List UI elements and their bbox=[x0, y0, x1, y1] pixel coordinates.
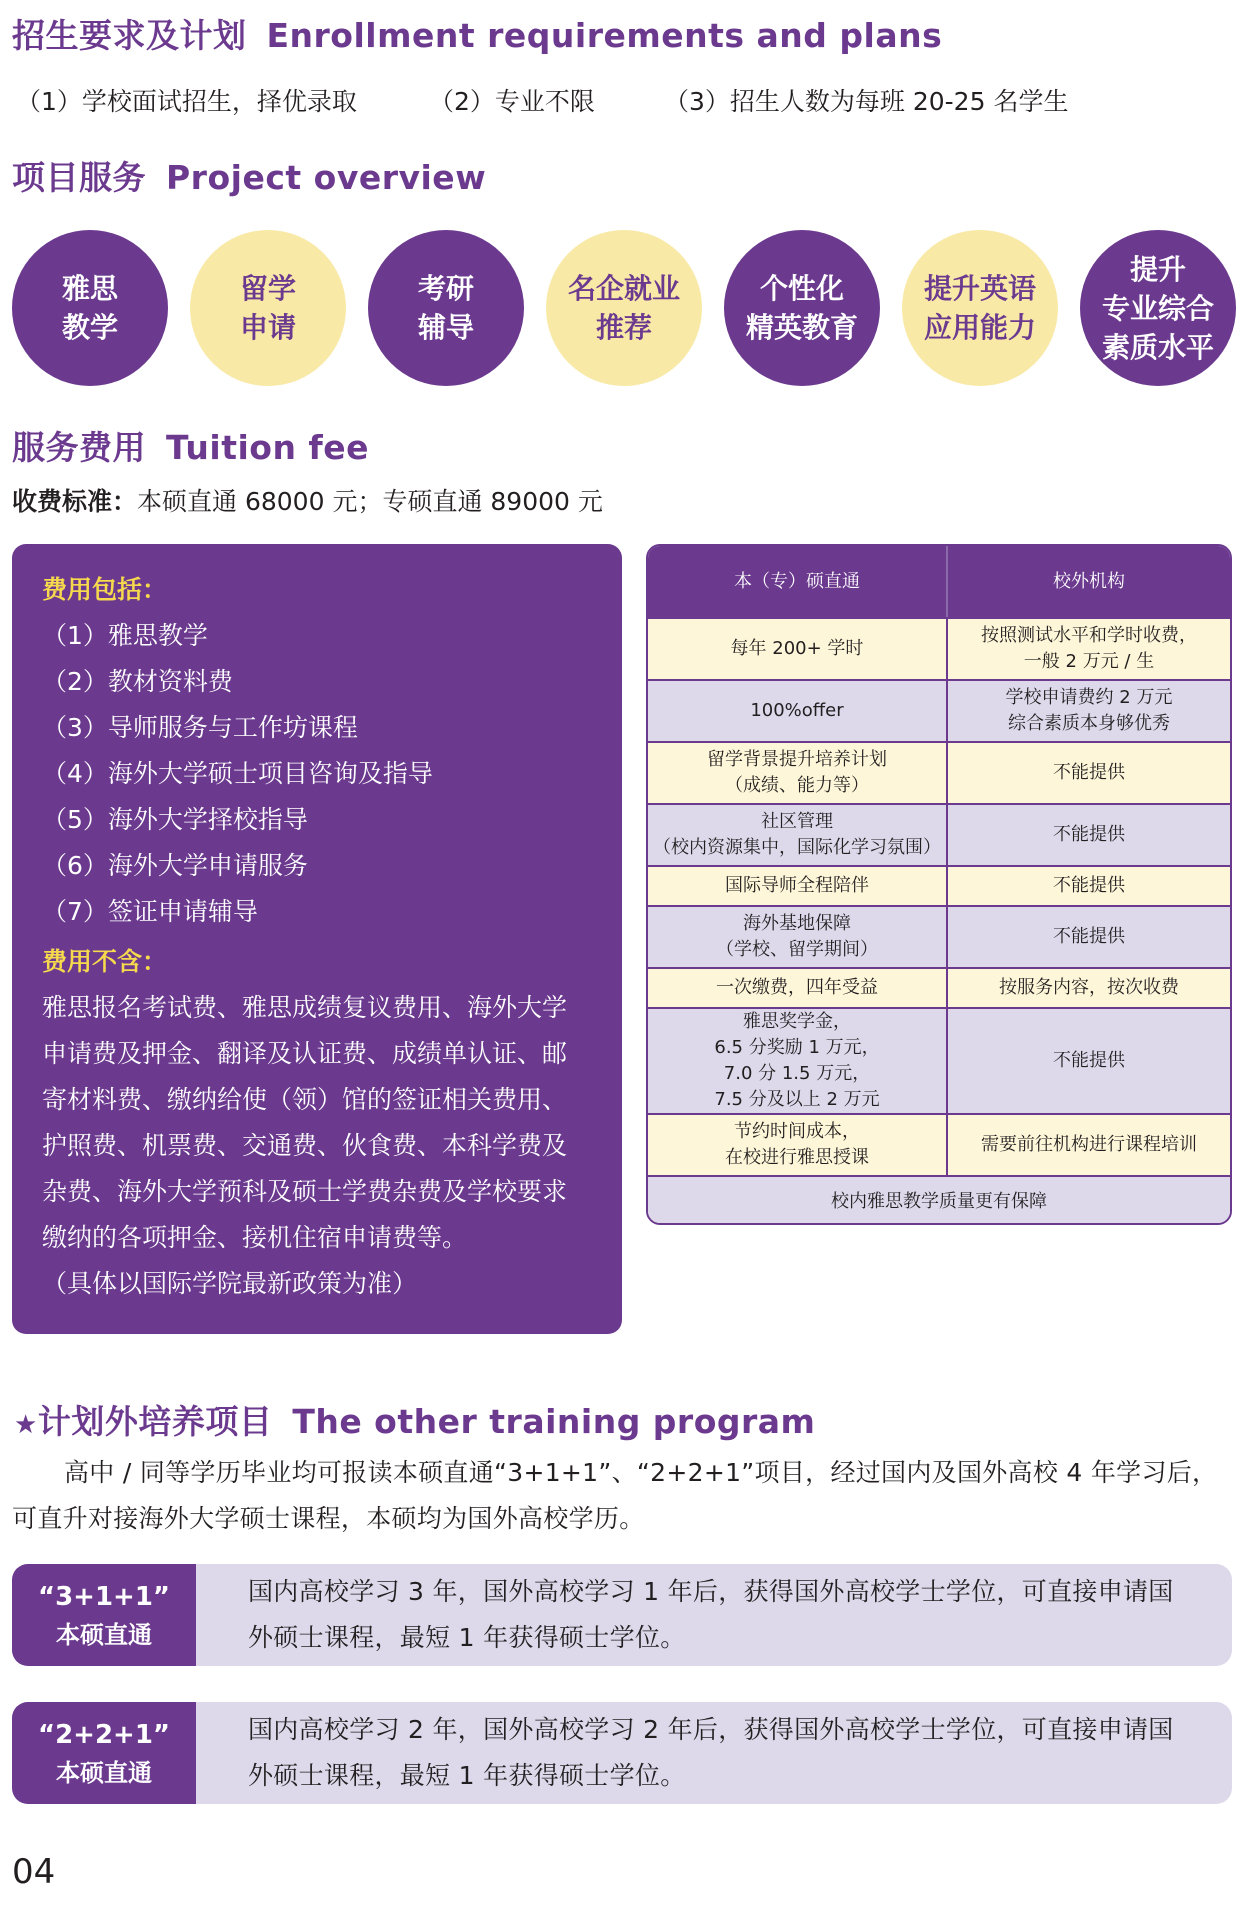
table-cell-text bbox=[716, 975, 878, 1001]
table-cell-line: 一般 2 万元 / 生 bbox=[1023, 651, 1155, 672]
included-item: （4）海外大学硕士项目咨询及指导 bbox=[42, 759, 433, 788]
excluded-line: 护照费、机票费、交通费、伙食费、本科学费及 bbox=[42, 1131, 568, 1160]
table-cell-line: 100%offer bbox=[750, 700, 844, 721]
table-cell-text bbox=[750, 698, 843, 724]
table-cell-line: 雅思奖学金， bbox=[743, 1011, 851, 1032]
other-heading bbox=[14, 1396, 815, 1443]
table-cell-text bbox=[999, 975, 1179, 1001]
program-tag-subtitle: 本硕直通 bbox=[56, 1759, 152, 1787]
included-item: （6）海外大学申请服务 bbox=[42, 851, 308, 880]
program-tag bbox=[12, 1564, 196, 1666]
service-circle bbox=[1080, 230, 1236, 386]
table-row bbox=[648, 743, 1230, 805]
table-row bbox=[648, 619, 1230, 681]
table-cell-text bbox=[707, 747, 887, 799]
tuition-heading bbox=[12, 422, 369, 469]
service-circle-line: 提升 bbox=[1129, 252, 1186, 286]
program-description-line: 外硕士课程，最短 1 年获得硕士学位。 bbox=[248, 1623, 686, 1652]
program-card bbox=[12, 1702, 1232, 1804]
requirement-item: （2）专业不限 bbox=[429, 87, 595, 116]
service-circle bbox=[368, 230, 524, 386]
table-cell-text bbox=[725, 1119, 869, 1171]
project-title-cn: 项目服务 bbox=[12, 158, 146, 197]
service-circle-line: 专业综合 bbox=[1101, 291, 1214, 325]
table-cell-text bbox=[1053, 822, 1125, 848]
table-row bbox=[648, 681, 1230, 743]
table-cell-agency bbox=[948, 681, 1230, 741]
service-circle bbox=[190, 230, 346, 386]
table-cell-text bbox=[981, 1132, 1197, 1158]
table-cell-line: 节约时间成本， bbox=[734, 1121, 860, 1142]
enrollment-title-en: Enrollment requirements and plans bbox=[266, 16, 943, 55]
table-row bbox=[648, 805, 1230, 867]
table-cell-agency bbox=[948, 805, 1230, 865]
requirement-item: （1）学校面试招生，择优录取 bbox=[16, 87, 357, 116]
table-cell-line: 不能提供 bbox=[1053, 1050, 1125, 1071]
table-cell-program bbox=[648, 619, 948, 679]
table-cell-agency bbox=[948, 907, 1230, 967]
enrollment-title-cn: 招生要求及计划 bbox=[12, 16, 247, 55]
table-cell-program bbox=[648, 805, 948, 865]
table-cell-program bbox=[648, 681, 948, 741]
excluded-line: 雅思报名考试费、雅思成绩复议费用、海外大学 bbox=[42, 993, 568, 1022]
table-cell-line: 7.5 分及以上 2 万元 bbox=[714, 1089, 880, 1110]
table-cell-line: 学校申请费约 2 万元 bbox=[1005, 687, 1173, 708]
table-cell-line: （学校、留学期间） bbox=[716, 939, 878, 960]
table-cell-line: 不能提供 bbox=[1053, 762, 1125, 783]
table-cell-agency bbox=[948, 1009, 1230, 1113]
table-cell-line: 6.5 分奖励 1 万元， bbox=[714, 1037, 880, 1058]
fee-details-box bbox=[12, 544, 622, 1334]
table-cell-text bbox=[731, 636, 864, 662]
table-cell-text bbox=[1053, 924, 1125, 950]
table-cell-agency bbox=[948, 867, 1230, 905]
table-cell-line: 7.0 分 1.5 万元， bbox=[723, 1063, 871, 1084]
program-card bbox=[12, 1564, 1232, 1666]
star-icon: ★ bbox=[14, 1410, 38, 1440]
program-description-line: 国内高校学习 3 年，国外高校学习 1 年后，获得国外高校学士学位，可直接申请国 bbox=[248, 1577, 1174, 1606]
comparison-table bbox=[646, 544, 1232, 1225]
table-header-cell: 本（专）硕直通 bbox=[648, 546, 948, 617]
service-circle-line: 提升英语 bbox=[923, 272, 1036, 305]
requirement-item: （3）招生人数为每班 20-25 名学生 bbox=[664, 87, 1069, 116]
excluded-line: 申请费及押金、翻译及认证费、成绩单认证、邮 bbox=[42, 1039, 568, 1068]
table-cell-text bbox=[716, 911, 878, 963]
table-cell-line: 需要前往机构进行课程培训 bbox=[981, 1134, 1197, 1155]
excluded-line: 寄材料费、缴纳给使（领）馆的签证相关费用、 bbox=[42, 1085, 568, 1114]
service-circle-line: 名企就业 bbox=[567, 272, 680, 305]
table-cell-line: 按服务内容，按次收费 bbox=[999, 977, 1179, 998]
table-cell-line: 按照测试水平和学时收费， bbox=[981, 625, 1197, 646]
program-description bbox=[248, 1707, 1208, 1799]
table-cell-program bbox=[648, 1009, 948, 1113]
service-circle-line: 精英教育 bbox=[745, 311, 858, 344]
excluded-list bbox=[42, 985, 622, 1307]
service-circle bbox=[724, 230, 880, 386]
included-item: （5）海外大学择校指导 bbox=[42, 805, 308, 834]
service-circle-line: 个性化 bbox=[759, 272, 844, 305]
table-cell-program bbox=[648, 1115, 948, 1175]
service-circle-text bbox=[924, 269, 1036, 347]
table-cell-line: 综合素质本身够优秀 bbox=[1008, 713, 1170, 734]
service-circle-line: 考研 bbox=[417, 272, 474, 305]
table-cell-program bbox=[648, 969, 948, 1007]
table-header-cell: 校外机构 bbox=[1053, 570, 1125, 592]
table-header-row bbox=[648, 546, 1230, 619]
table-cell-text bbox=[981, 623, 1197, 675]
service-circle-line: 素质水平 bbox=[1101, 330, 1214, 364]
service-circle bbox=[546, 230, 702, 386]
table-cell-line: 国际导师全程陪伴 bbox=[725, 875, 869, 896]
table-row bbox=[648, 1009, 1230, 1115]
service-circle-line: 申请 bbox=[239, 311, 296, 344]
program-tag bbox=[12, 1702, 196, 1804]
table-cell-line: 一次缴费，四年受益 bbox=[716, 977, 878, 998]
service-circle-line: 应用能力 bbox=[923, 311, 1036, 344]
table-cell-line: （成绩、能力等） bbox=[725, 775, 869, 796]
program-description-line: 外硕士课程，最短 1 年获得硕士学位。 bbox=[248, 1761, 686, 1790]
program-description bbox=[248, 1569, 1208, 1661]
table-cell-program bbox=[648, 867, 948, 905]
table-cell-line: 不能提供 bbox=[1053, 875, 1125, 896]
table-cell-line: 每年 200+ 学时 bbox=[730, 638, 864, 659]
table-row bbox=[648, 1115, 1230, 1177]
service-circle-text bbox=[240, 269, 296, 347]
table-footer: 校内雅思教学质量更有保障 bbox=[648, 1177, 1230, 1223]
service-circle bbox=[12, 230, 168, 386]
program-tag-subtitle: 本硕直通 bbox=[56, 1621, 152, 1649]
table-cell-agency bbox=[948, 619, 1230, 679]
tuition-title-cn: 服务费用 bbox=[12, 428, 146, 467]
enrollment-heading bbox=[12, 10, 942, 57]
table-cell-text bbox=[1006, 685, 1173, 737]
included-item: （3）导师服务与工作坊课程 bbox=[42, 713, 358, 742]
table-cell-text bbox=[653, 809, 941, 861]
table-cell-agency bbox=[948, 1115, 1230, 1175]
table-cell-text bbox=[714, 1009, 879, 1113]
fee-standard bbox=[12, 482, 603, 518]
table-row bbox=[648, 969, 1230, 1009]
fee-standard-text: 本硕直通 68000 元；专硕直通 89000 元 bbox=[137, 487, 603, 516]
fee-standard-label: 收费标准： bbox=[12, 487, 138, 516]
service-circle-text bbox=[62, 269, 118, 347]
table-cell-text bbox=[1053, 760, 1125, 786]
table-cell-line: 留学背景提升培养计划 bbox=[707, 749, 887, 770]
program-description-line: 国内高校学习 2 年，国外高校学习 2 年后，获得国外高校学士学位，可直接申请国 bbox=[248, 1715, 1174, 1744]
program-tag-name: “3+1+1” bbox=[37, 1582, 171, 1612]
service-circle-text bbox=[418, 269, 474, 347]
service-circle-text bbox=[568, 269, 680, 347]
included-item: （7）签证申请辅导 bbox=[42, 897, 258, 926]
table-cell-program bbox=[648, 743, 948, 803]
table-cell-agency bbox=[948, 743, 1230, 803]
table-cell-line: 在校进行雅思授课 bbox=[725, 1147, 869, 1168]
table-cell-agency bbox=[948, 969, 1230, 1007]
table-cell-line: （校内资源集中，国际化学习氛围） bbox=[653, 837, 941, 858]
service-circle bbox=[902, 230, 1058, 386]
tuition-title-en: Tuition fee bbox=[166, 428, 370, 467]
table-cell-text bbox=[1053, 1048, 1125, 1074]
excluded-line: （具体以国际学院最新政策为准） bbox=[42, 1269, 418, 1298]
excluded-line: 缴纳的各项押金、接机住宿申请费等。 bbox=[42, 1223, 468, 1252]
included-list bbox=[42, 613, 622, 935]
table-cell-text bbox=[725, 873, 869, 899]
service-circle-line: 雅思 bbox=[61, 272, 118, 305]
table-row bbox=[648, 867, 1230, 907]
service-circle-line: 辅导 bbox=[417, 311, 474, 344]
service-circle-line: 教学 bbox=[61, 311, 118, 344]
excluded-line: 杂费、海外大学预科及硕士学费杂费及学校要求 bbox=[42, 1177, 568, 1206]
project-heading bbox=[12, 152, 486, 199]
service-circle-text bbox=[1102, 250, 1214, 367]
included-item: （2）教材资料费 bbox=[42, 667, 233, 696]
program-tag-name: “2+2+1” bbox=[37, 1720, 171, 1750]
service-circle-line: 留学 bbox=[239, 272, 296, 305]
table-cell-line: 社区管理 bbox=[761, 811, 833, 832]
page-number: 04 bbox=[12, 1852, 56, 1892]
included-item: （1）雅思教学 bbox=[42, 621, 208, 650]
table-cell-text bbox=[1053, 873, 1125, 899]
table-cell-line: 海外基地保障 bbox=[743, 913, 851, 934]
included-label: 费用包括： bbox=[42, 575, 168, 604]
table-row bbox=[648, 907, 1230, 969]
service-circle-text bbox=[746, 269, 858, 347]
other-title-cn: 计划外培养项目 bbox=[37, 1402, 273, 1441]
other-intro: 高中 / 同等学历毕业均可报读本硕直通“3+1+1”、“2+2+1”项目，经过国内及国外高校 4 年学习后，可直升对接海外大学硕士课程，本硕均为国外高校学历。 bbox=[12, 1458, 1218, 1533]
other-title-en: The other training program bbox=[292, 1402, 816, 1441]
project-title-en: Project overview bbox=[166, 158, 487, 197]
excluded-label: 费用不含： bbox=[42, 947, 168, 976]
table-cell-line: 不能提供 bbox=[1053, 926, 1125, 947]
table-cell-program bbox=[648, 907, 948, 967]
service-circle-line: 推荐 bbox=[595, 311, 652, 344]
table-cell-line: 不能提供 bbox=[1053, 824, 1125, 845]
